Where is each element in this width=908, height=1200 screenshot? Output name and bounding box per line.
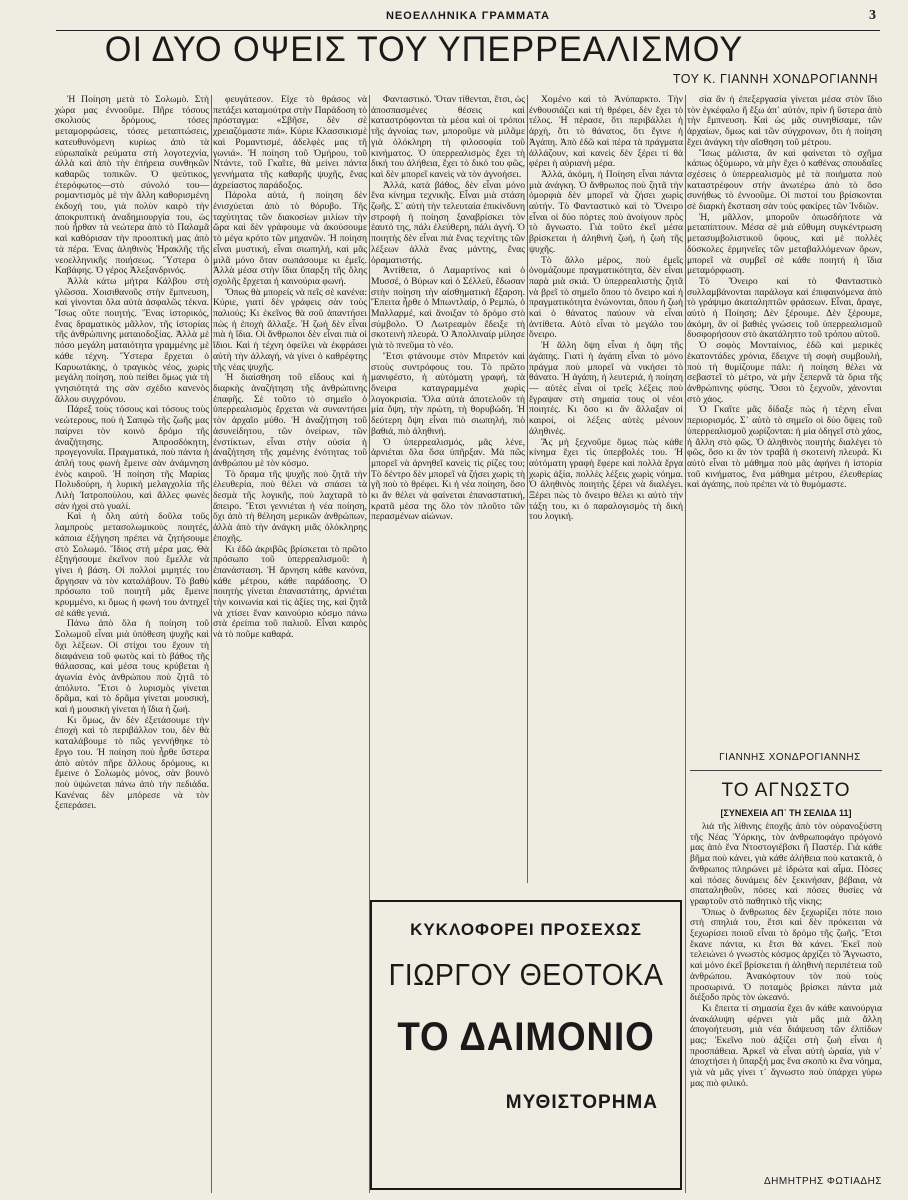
- paragraph: Ἀντίθετα, ὁ Λαμαρτίνος καὶ ὁ Μυσσέ, ὁ Βύρων καὶ ὁ Σέλλεϋ, ἔδωσαν στὴν ποίηση τὴν αἰσθηματικὴ ἔξαρση. Ἔπειτα ἦρθε ὁ Μπωντλαίρ, ὁ Ρεμπώ, ὁ Μαλλαρμέ, καὶ ἄνοιξαν τὸ δρόμο στὸ σύμβολο. Ὁ Λωτρεαμὸν ἔδειξε τὴ σκοτεινὴ πλευρά. Ὁ Ἀπολλιναίρ μίλησε γιὰ τὸ πνεῦμα τὸ νέο.: [371, 265, 525, 352]
- paragraph: Κι ὅμως, ἂν δὲν ἐξετάσουμε τὴν ἐποχὴ καὶ τὸ περιβάλλον του, δὲν θὰ καταλάβουμε τὸ πῶς γεννήθηκε τὸ ἔργο του. Ἡ ποίηση ποὺ ἦρθε ὕστερα ἀπὸ αὐτόν πῆρε ἄλλους δρόμους, κι ἔμεινε ὁ Σολωμὸς μόνος, σὰν βουνὸ ποὺ ὑψώνεται πάνω ἀπὸ τὴν πεδιάδα. Κανένας δὲν μπόρεσε νὰ τὸν ξεπεράσει.: [55, 714, 209, 812]
- paragraph: Ὁ ὑπερρεαλισμός, μᾶς λένε, ἀρνιέται ὅλα ὅσα ὑπῆρξαν. Μὰ πῶς μπορεῖ νὰ ἀρνηθεῖ κανεὶς τὶς ρίζες του; Τὸ δέντρο δὲν μπορεῖ νὰ ζήσει χωρὶς τὴ γῆ ποὺ τὸ θρέφει. Κι ἡ νέα ποίηση, ὅσο κι ἂν θέλει νὰ φαίνεται ἐπαναστατική, κρατᾶ μέσα της ὅλο τὸν πλοῦτο τῶν περασμένων αἰώνων.: [371, 436, 525, 523]
- paragraph: Ἀλλά, ἀκόμη, ἡ Ποίηση εἶναι πάντα μιὰ ἀνάγκη. Ὁ ἄνθρωπος ποὺ ζητᾶ τὴν ὀμορφιὰ δὲν μπορεῖ νὰ ζήσει χωρὶς αὐτήν. Τὸ Φανταστικὸ καὶ τὸ Ὄνειρο εἶναι οἱ δύο πόρτες ποὺ ἀνοίγουν πρὸς τὸ ἄγνωστο. Γιὰ τοῦτο ἐκεῖ μέσα βρίσκεται ἡ ἀληθινὴ ζωή, ἡ ζωὴ τῆς ψυχῆς.: [529, 168, 683, 255]
- article-byline: ΤΟΥ Κ. ΓΙΑΝΝΗ ΧΟΝΔΡΟΓΙΑΝΝΗ: [672, 72, 878, 86]
- paragraph: Ὅπως ὁ ἄνθρωπος δὲν ξεχωρίζει πότε ποιο στὴ σπηλιά του, ἔτσι καὶ δὲν πρόκειται νὰ ξεχωρίσει ποιοῦ εἶναι τὸ δρόμο τῆς ζωῆς. Ἔτσι ἔκανε πάντα, κι ἔτσι θὰ κάνει. Ἐκεῖ ποὺ τελειώνει ὁ γνωστὸς κόσμος ἀρχίζει τὸ Ἄγνωστο, καὶ μόνο ἐκεῖ βρίσκεται ἡ ἀληθινὴ περιπέτεια τοῦ ἀνθρώπου. Ἀνακόφτουν τὸν ποὺ τοὺς προσωρινά. Ὁ ποταμὸς βρίσκει πάντα μιὰ διέξοδο πρὸς τὸν ὠκεανό.: [690, 906, 882, 1004]
- column-rule: [527, 95, 528, 883]
- paragraph: Ἂς μὴ ξεχνοῦμε ὅμως πὼς κάθε κίνημα ἔχει τὶς ὑπερβολές του. Ἡ αὐτόματη γραφὴ ἔφερε καὶ πολλὰ ἔργα χωρὶς ἀξία, πολλὲς λέξεις χωρὶς νόημα. Ὁ ἀληθινὸς ποιητὴς ξέρει νὰ διαλέγει. Ξέρει πὼς τὸ ὄνειρο θέλει κι αὐτὸ τὴν τάξη του, κι ὁ παραλογισμὸς τὴ δική του λογική.: [529, 436, 683, 523]
- ad-kicker: ΚΥΚΛΟΦΟΡΕΙ ΠΡΟΣΕΧΩΣ: [410, 920, 642, 939]
- article-column-5: [687, 95, 882, 745]
- paragraph: Πάρεξ τοὺς τόσους καὶ τόσους τοὺς νεώτερους, ποὺ ἡ Σαπφὼ τῆς ζωῆς μας παίρνει τὸν κοινὸ δρόμο τῆς ἀναζήτησης. Ἀπροσδόκητη, προγεγονυῖα. Πραγματικά, ποὺ πάντα ἡ ἀπλή τους φωνὴ ἔμεινε σὰν ἀνάμνηση ἑνὸς καιροῦ. Ἡ ποίηση τῆς Μαρίας Πολυδούρη, ἡ λυρικὴ μελαγχολία τῆς Λιλὴ Ἰατροπούλου, καὶ ἄλλες φωνὲς σὰν ἡχοὶ στὸ γυαλί.: [55, 404, 209, 512]
- paragraph: Ὁ σοφὸς Μονταίνιος, ἐδῶ καὶ μερικὲς ἑκατοντάδες χρόνια, ἔδειχνε τὴ σοφὴ συμβουλή, ποὺ τὴ θυμίζουμε πάλι: ἡ ποίηση θέλει νὰ σεβαστεῖ τὸ μέτρο, νὰ μὴν ξεπερνᾶ τὰ ὅρια τῆς ἀνθρώπινης φύσης. Ὅσοι τὸ ξεχνοῦν, χάνονται στὸ χάος.: [687, 340, 882, 405]
- masthead: [56, 8, 880, 31]
- paragraph: Ἴσως μάλιστα, ἂν καὶ φαίνεται τὸ σχῆμα κάπως ὀξύμωρο, νὰ μὴν ἔχει ὁ καθένας σπουδαῖες σχέσεις ὁ ὑπερρεαλισμὸς μὲ τὰ ποιήματα ποὺ καταστρέφουν στὴν ἀνωτέρω ἀπὸ τὸ ὅσο συνήθως τὸ ἐννοοῦμε. Οἱ πιστοί του βρίσκονται σὲ διαρκὴ ἔκσταση σὰν τοὺς φακίρες τῶν Ἰνδιῶν.: [687, 147, 882, 213]
- paragraph: Τὸ Ὄνειρο καὶ τὸ Φανταστικὸ συλλαμβάνονται παράλογα καὶ ἐπιφαινόμενα ἀπὸ τὸ γράψιμο ἀκαταληπτῶν φράσεων. Εἶναι, ἄραγε, αὐτὸ ἡ Ποίηση; Δὲν ξέρουμε. Δὲν ξέρουμε, ἀκόμη, ἂν οἱ βαθιὲς γνώσεις τοῦ ὑπερρεαλισμοῦ δυσφορήσουν στὸ ἀκατάληπτο τοῦ τρόπου αὐτοῦ.: [687, 275, 882, 341]
- article-column-1: [55, 95, 209, 1193]
- publication-name: ΝΕΟΕΛΛΗΝΙΚΑ ΓΡΑΜΜΑΤΑ: [385, 10, 550, 22]
- article-title: ΟΙ ΔΥΟ ΟΨΕΙΣ ΤΟΥ ΥΠΕΡΡΕΑΛΙΣΜΟΥ: [104, 30, 744, 69]
- paragraph: Χομένο καὶ τὸ Ἀνύπαρκτο. Τὴν ἐνθουσιάζει καὶ τὴ θρέφει, δὲν ἔχει τὸ τέλος. Ἡ πέρασε, ὅτι περιβάλλει ἡ ἀρχή, ὅτι τὸ θάνατος, ὅτι ἔγινε ἡ Ἀγάπη. Ἀπὸ ἐδῶ καὶ πέρα τὰ πράγματα ἀλλάζουν, καὶ κανεὶς δὲν ξέρει τί θὰ φέρει ἡ αὐριανὴ μέρα.: [529, 95, 683, 170]
- paragraph: Ἀλλὰ κάτω μήτρα Κάλβου στὴ γλῶσσα. Χοισιθανοῦς στὴν ἔμπνευση, καὶ γίνονται ὅλα αὐτὰ ἀσφαλῶς τέκνα. Ἴσως οὔτε ποιητής. Ἕνας ἱστορικός, ἕνας δραματικὸς μᾶλλον, τῆς ἱστορίας τῆς ἀνθρώπινης ματαιοδοξίας. Ἀλλὰ μὲ πόσο μεγάλη ματαιότητα γραμμένης μὲ κάθε τέχνη. Ὕστερα ἔρχεται ὁ Καρυωτάκης, ὁ τραγικὸς νέος, χωρὶς μεγάλη ποίηση, ποὺ πείθει ὅμως γιὰ τὴ γνησιότητά της σὰν σχέδιο κανενὸς ἄλλου συγχρόνου.: [55, 275, 209, 405]
- article-column-3: [371, 95, 525, 883]
- paragraph: Τὸ ἄλλο μέρος, ποὺ ἐμεῖς ὀνομάζουμε πραγματικότητα, δὲν εἶναι παρὰ μιὰ σκιά. Ὁ ὑπερρεαλιστὴς ζητᾶ νὰ βρεῖ τὸ σημεῖο ὅπου τὸ ὄνειρο καὶ ἡ πραγματικότητα ἑνώνονται, ὅπου ἡ ζωὴ καὶ ὁ θάνατος παύουν νὰ εἶναι ἀντίθετα. Αὐτὸ εἶναι τὸ μεγάλο του ὄνειρο.: [529, 254, 683, 341]
- book-advertisement: [370, 900, 682, 1190]
- sidebar-story-signature: ΔΗΜΗΤΡΗΣ ΦΩΤΙΑΔΗΣ: [763, 1176, 882, 1187]
- paragraph: φευγάτεσον. Εἶχε τὸ θράσος νὰ πετάξει καταμούτρα στὴν Παράδοση τὸ πρόσταγμα: «Σβῆσε, δὲν σὲ χρειαζόμαστε πιά». Κύριε Κλασσικισμὲ καὶ Ρομαντισμέ, ἀδελφὲς μας τῆ γωνιά». Ἡ ποίηση τοῦ Ὀμήρου, τοῦ Ντάντε, τοῦ Γκαῖτε, θὰ μείνει πάντα γεννήματα τῆς καθαρῆς ψυχῆς, ἕνας ἀχρείαστος παράδοξος.: [213, 95, 367, 191]
- continuation-note: [ΣΥΝΕΧΕΙΑ ΑΠ᾽ ΤΗ ΣΕΛΙΔΑ 11]: [720, 808, 852, 818]
- section-divider: [690, 770, 882, 771]
- paragraph: σία ἂν ἡ ἐπεξεργασία γίνεται μέσα στὸν ἴδιο τὸν ἐγκέφαλο ἢ ἔξω ἀπ᾽ αὐτόν, πρὶν ἢ ὕστερα ἀπὸ τὴν ἔμπνευση. Καὶ ὡς μᾶς συνηθίσαμε, τῶν ἀρχαίων, ὅμως καὶ τῶν σύγχρονων, ὅτι ἡ ποίηση ἔχει ἀνάγκη τὴν αἴσθηση τοῦ μέτρου.: [687, 95, 882, 148]
- column-rule: [685, 95, 686, 1193]
- paragraph: Πάρολα αὐτά, ἡ ποίηση δὲν ἐνισχύεται ἀπὸ τὸ θόρυβο. Τῆς ταχύτητας τῶν διακοσίων μιλίων τὴν ὥρα καὶ δὲν γράφουμε νὰ ἀκούσουμε τὸ μέγα κρότο τῶν μηχανῶν. Ἡ ποίηση εἶναι μυστική, εἶναι σιωπηλή, καὶ μᾶς μιλᾶ μόνο ὅταν σωπάσουμε κι ἐμεῖς. Ἀλλὰ μέσα στὴν ἴδια ὕπαρξη τῆς ὅλης σχολῆς ἔρχεται ἡ καινούρια φωνή.: [213, 190, 367, 287]
- paragraph: Ὅπως θὰ μπορείς νὰ πεῖς σὲ κανένα: Κύριε, γιατί δὲν γράφεις σὰν τοὺς παλιούς; Κι ἐκεῖνος θὰ σοῦ ἀπαντήσει πὼς ἡ ἐποχὴ ἄλλαξε. Ἡ ζωὴ δὲν εἶναι πιὰ ἡ ἴδια. Οἱ ἄνθρωποι δὲν εἶναι πιὰ οἱ ἴδιοι. Καὶ ἡ τέχνη ὀφείλει νὰ ἐκφράσει αὐτὴ τὴν ἀλλαγή, νὰ γίνει ὁ καθρέφτης τῆς νέας ψυχῆς.: [213, 286, 367, 373]
- paragraph: Ἡ ἄλλη ὄψη εἶναι ἡ ὄψη τῆς ἀγάπης. Γιατὶ ἡ ἀγάπη εἶναι τὸ μόνο πράγμα ποὺ μπορεῖ νὰ νικήσει τὸ θάνατο. Ἡ ἀγάπη, ἡ λευτεριά, ἡ ποίηση — αὐτὲς εἶναι οἱ τρεῖς λέξεις ποὺ ἔγραψαν στὴ σημαία τους οἱ νέοι ποιητές. Κι ὅσο κι ἂν ἄλλαξαν οἱ καιροί, οἱ λέξεις αὐτὲς μένουν ἀληθινές.: [529, 340, 683, 437]
- page-number: 3: [869, 8, 876, 23]
- article-column-2: [213, 95, 367, 1193]
- paragraph: Ἔτσι φτάνουμε στὸν Μπρετόν καὶ στοὺς συντρόφους του. Τὸ πρῶτο μανιφέστο, ἡ αὐτόματη γραφή, τὰ ὄνειρα καταγραμμένα χωρὶς λογοκρισία. Ὅλα αὐτὰ ἀποτελοῦν τὴ μία ὄψη, τὴν πρώτη, τὴ θορυβώδη. Ἡ δεύτερη ὄψη εἶναι πιὸ σιωπηλή, πιὸ βαθιά, πιὸ ἀληθινή.: [371, 350, 525, 437]
- paragraph: Κι ἔπειτα τί σημασία ἔχει ἂν κάθε καινούργια ἀνακάλυψη φέρνει γιὰ μᾶς μιὰ ἄλλη ἀπογοήτευση, μιὰ νέα διάψευση τῶν ἐλπίδων μας; Ἐκεῖνο ποὺ ἀξίζει στὴ ζωὴ εἶναι ἡ προσπάθεια. Ἀρκεῖ νὰ εἶναι αὐτὴ ὡραία, γιὰ ν᾽ ἀποχτήσει ἡ ὕπαρξή μας ἕνα σκοπὸ κι ἕνα νόημα, γιὰ νὰ μᾶς γίνει τ᾽ ἄγνωστο ποὺ ὑπάρχει γύρω μας πιὸ φιλικό.: [690, 1002, 882, 1089]
- paragraph: Πάνω ἀπὸ ὅλα ἡ ποίηση τοῦ Σολωμοῦ εἶναι μιὰ ὑπόθεση ψυχῆς καὶ ὄχι λέξεων. Οἱ στίχοι του ἔχουν τὴ διαφάνεια τοῦ φωτὸς καὶ τὸ βάθος τῆς θάλασσας, καὶ μέσα τους κρύβεται ἡ ἀγωνία ἑνὸς ἀνθρώπου ποὺ ζητᾶ τὸ ἀπόλυτο. Ἔτσι ὁ λυρισμὸς γίνεται δρᾶμα, καὶ τὸ δρᾶμα γίνεται μουσική, καὶ ἡ μουσικὴ γίνεται ἡ ἴδια ἡ ζωή.: [55, 618, 209, 716]
- ad-author: ΓΙΩΡΓΟΥ ΘΕΟΤΟΚΑ: [388, 957, 664, 992]
- paragraph: λιά τῆς λίθινης ἐποχῆς ἀπὸ τὸν οὐρανοξύστη τῆς Νέας Ὑόρκης, τὸν ἀνθρωποφάγο πρόγονό μας ἀπὸ ἕνα Ντοστογιέβσκι ἢ Παστέρ. Γιὰ κάθε βῆμα ποὺ κάνει, γιὰ κάθε ἀλήθεια ποὺ κατακτᾶ, ὁ ἄνθρωπος πληρώνει μὲ ἱδρώτα καὶ αἷμα. Πόσες καὶ πόσες δυνάμεις δὲν ξεκινήσαν, βέβαια, νὰ σπαταληθοῦν, πόσες καὶ πόσες θυσίες νὰ γραφτοῦν στὸ παθητικὸ τῆς νίκης;: [690, 822, 882, 907]
- sidebar-story-body: [690, 822, 882, 1168]
- paragraph: Καὶ ἡ ὅλη αὐτὴ δοῦλα τοῦς λαμπροὺς μετασολωμικοὺς ποιητές, κάποια ἐξήγηση πρέπει νὰ ζητήσουμε στὸ Σολωμό. Ἴδιος στὴ μέρα μας. Θὰ ἐξηγήσουμε ἐκεῖνον ποὺ ἔμελλε νὰ γίνει ἡ βάση. Οἱ πολλοὶ μιμητές του ἄργησαν νὰ τὸν καταλάβουν. Τὸ βαθὺ πρόσωπο τοῦ ποιητῆ μᾶς ἔμεινε κρυμμένο, κι ὅμως ἡ φωνή του ἀντηχεῖ σὲ κάθε γενιά.: [55, 511, 209, 619]
- paragraph: Ἡ, μᾶλλον, μποροῦν ὁπωσδήποτε νὰ μεταπίπτουν. Μέσα σὲ μιὰ εὔθυμη συγκέντρωση μετασυμβολιστικοῦ ὕφους, καὶ μὲ πολλὲς δύσκολες ἑρμηνεῖες τῶν μεταβαλλόμενων ὅρων, μπορεῖ νὰ συμβεῖ σὲ κάθε ποιητή ἡ ἴδια μεταμόρφωση.: [687, 211, 882, 277]
- ad-genre: ΜΥΘΙΣΤΟΡΗΜΑ: [505, 1092, 658, 1113]
- article-column-4: [529, 95, 683, 883]
- paragraph: Φανταστικό. Ὅταν τίθενται, ἔτσι, ὡς ἀποσπασμένες θέσεις καὶ καταστρόφονται τὰ μέσα καὶ οἱ τρόποι τῆς ἀγνοίας των, μποροῦμε νὰ μιλᾶμε γιὰ ὁλόκληρη τὴ φιλοσοφία τοῦ κινήματος. Ὁ ὑπερρεαλισμὸς ἔχει τὴ δική του ἀλήθεια, ἔχει τὸ δικό του φῶς, καὶ δὲν μπορεῖ κανεὶς νὰ τὸν ἀγνοήσει.: [371, 95, 525, 180]
- paragraph: Κι ἐδῶ ἀκριβῶς βρίσκεται τὸ πρῶτο πρόσωπο τοῦ ὑπερρεαλισμοῦ: ἡ ἐπανάσταση. Ἡ ἄρνηση κάθε κανόνα, κάθε μέτρου, κάθε παράδοσης. Ὁ ποιητὴς γίνεται ἐπαναστάτης, ἀρνιέται τὴν κοινωνία καὶ τὶς ἀξίες της, καὶ ζητᾶ νὰ χτίσει ἕναν καινούριο κόσμο πάνω στὰ ἐρείπια τοῦ παλιοῦ. Εἶναι καιρὸς νὰ τὸ ποῦμε καθαρά.: [213, 543, 367, 641]
- ad-book-title: ΤΟ ΔΑΙΜΟΝΙΟ: [397, 1015, 655, 1059]
- paragraph: Ἀλλά, κατὰ βάθος, δὲν εἶναι μόνο ἕνα κίνημα τεχνικῆς. Εἶναι μιὰ στάση ζωῆς. Σ᾽ αὐτὴ τὴν τελευταία ἐπικίνδυνη στροφὴ ἡ ποίηση ξαναβρίσκει τὸν ἑαυτό της, πάλι ἐλεύθερη, πάλι ἀγνή. Ὁ ποιητὴς δὲν εἶναι πιὰ ἕνας τεχνίτης τῶν λέξεων ἀλλὰ ἕνας μάντης, ἕνας ὁραματιστής.: [371, 179, 525, 266]
- paragraph: Ἡ διαίσθηση τοῦ εἴδους καὶ ἡ διαρκὴς ἀναζήτηση τῆς ἀνθρώπινης ἐπαφῆς. Σὲ τοῦτο τὸ σημεῖο ὁ ὑπερρεαλισμὸς ἔρχεται νὰ συναντήσει τὸν ἀρχαῖο μύθο. Ἡ ἀναζήτηση τοῦ ἀσυνείδητου, τῶν ὀνείρων, τῶν ἐνστίκτων, εἶναι στὴν οὐσία ἡ ἀναζήτηση τῆς χαμένης ἑνότητας τοῦ ἀνθρώπου μὲ τὸν κόσμο.: [213, 372, 367, 469]
- sidebar-story-title: ΤΟ ΑΓΝΩΣΤΟ: [721, 780, 851, 801]
- paragraph: Ἡ Ποίηση μετὰ τὸ Σολωμὸ. Στὴ χώρα μας ἐννοοῦμε. Πῆρε τόσους σκολιοὺς δρόμους, τόσες μεταμορφώσεις, τόσες μεταπτώσεις, κατευθυνόμενη κυρίως ἀπὸ τὰ εὐρωπαϊκὰ ρεύματα στὴ λογοτεχνία, ἀλλὰ καὶ ἀπὸ τὴν ἐπήρεια συνθηκῶν καθαρῶς τοπικῶν. Ὁ ψεύτικος, ἑτερόφωτος—στὸ σύνολό του—ρομαντισμὸς μὲ τὴν ἄλλη καθορισμένη ἐκδοχή του, γιὰ πολὺν καιρὸ τὴν ἀποκρυπτικὴ ἀναδημιουργία του, ὡς ποὺ ἦρθαν τὰ νεώτερα ἀπὸ τὸ Παλαμᾶ καὶ καθόρισαν τὴν προοπτική μας ἀπὸ τὰ πέρα. Ἐνας ἀληθινὸς Ἡρακλῆς τῆς νεοελληνικῆς ποιήσεως. Ὕστερα ὁ Καβάφης. Ὁ γέρος Ἀλεξανδρινός.: [55, 95, 209, 277]
- column-rule: [211, 95, 212, 1193]
- paragraph: Τὸ ὅραμα τῆς ψυχῆς ποὺ ζητᾶ τὴν ἐλευθερία, ποὺ θέλει νὰ σπάσει τὰ δεσμὰ τῆς λογικῆς, ποὺ λαχταρᾶ τὸ ἄπειρο. Ἔτσι γεννιέται ἡ νέα ποίηση, ὄχι ἀπὸ τὴ θέληση μερικῶν ἀνθρώπων, ἀλλὰ ἀπὸ τὴν ἀνάγκη μιᾶς ὁλόκληρης ἐποχῆς.: [213, 468, 367, 544]
- paragraph: Ὁ Γκαῖτε μᾶς δίδαξε πὼς ἡ τέχνη εἶναι περιορισμός. Σ᾽ αὐτὸ τὸ σημεῖο οἱ δύο ὄψεις τοῦ ὑπερρεαλισμοῦ χωρίζονται: ἡ μία ὁδηγεῖ στὸ χάος, ἡ ἄλλη στὸ φῶς. Ὁ ἀληθινὸς ποιητὴς διαλέγει τὸ φῶς, ὅσο κι ἂν τὸν τραβᾶ ἡ σκοτεινὴ πλευρά. Κι αὐτὸ εἶναι τὸ μάθημα ποὺ μᾶς ἀφήνει ἡ ἱστορία τοῦ κινήματος, ἕνα μάθημα μέτρου, ἐλευθερίας καὶ ἀγάπης, ποὺ πρέπει νὰ τὸ θυμόμαστε.: [687, 404, 882, 491]
- article-signature: ΓΙΑΝΝΗΣ ΧΟΝΔΡΟΓΙΑΝΝΗΣ: [719, 752, 861, 763]
